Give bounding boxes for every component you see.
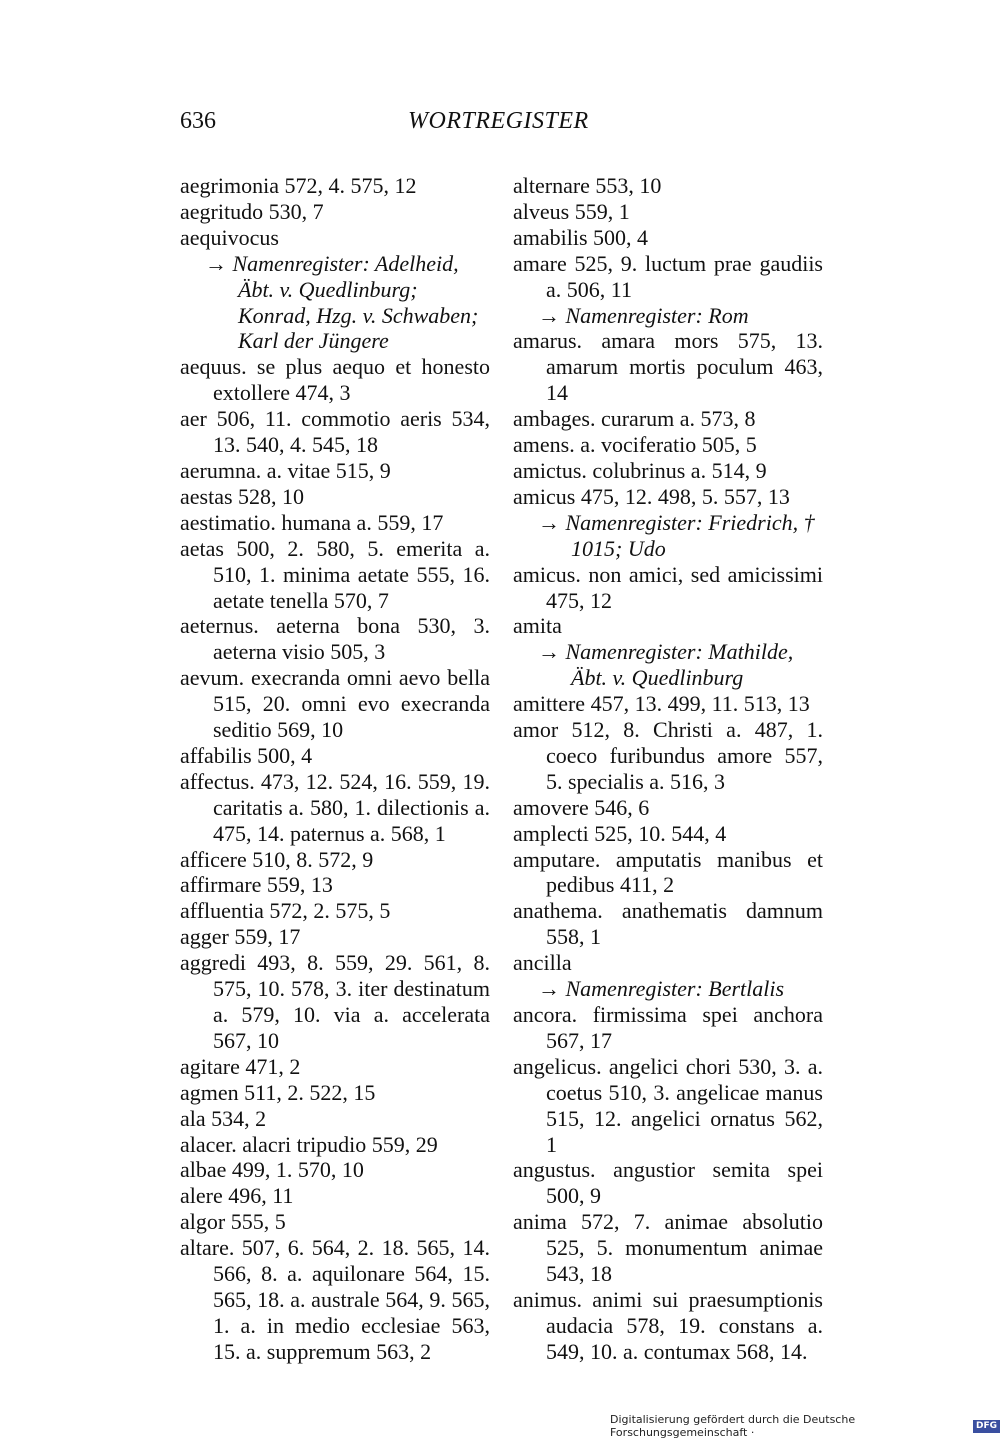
index-entry: amita bbox=[513, 613, 562, 639]
index-entry: amor 512, 8. Christi a. 487, 1. coeco furibundus amore 557, 5. specialis a. 516, 3 bbox=[513, 717, 823, 794]
index-entry: aestimatio. humana a. 559, 17 bbox=[180, 509, 444, 535]
index-entry: amovere 546, 6 bbox=[513, 794, 650, 820]
index-entry: ambages. curarum a. 573, 8 bbox=[513, 406, 756, 432]
index-entry: aer 506, 11. commotio aeris 534, 13. 540, 4. 545, 18 bbox=[180, 406, 490, 458]
index-entry: animus. animi sui praesumptionis audacia 578, 19. constans a. 549, 10. a. contumax 568, 14. bbox=[513, 1286, 823, 1364]
index-entry: aequivocus bbox=[180, 224, 279, 250]
credit-text: Digitalisierung gefördert durch die Deutsche Forschungsgemeinschaft · bbox=[610, 1413, 856, 1439]
index-entry: aegrimonia 572, 4. 575, 12 bbox=[180, 173, 417, 198]
index-entry: alacer. alacri tripudio 559, 29 bbox=[180, 1131, 438, 1157]
index-entry: ala 534, 2 bbox=[180, 1105, 267, 1131]
index-entry: albae 499, 1. 570, 10 bbox=[180, 1157, 364, 1183]
index-entry: alveus 559, 1 bbox=[513, 198, 630, 224]
index-entry: affirmare 559, 13 bbox=[180, 872, 333, 898]
index-entry: amputare. amputatis manibus et pedibus 411, 2 bbox=[513, 846, 823, 898]
index-entry: altare. 507, 6. 564, 2. 18. 565, 14. 566, 8. a. aquilonare 564, 15. 565, 18. a. australe 564, 9. 565, 1. a. in medio ecclesiae 563, 15. a. suppremum 563, 2 bbox=[180, 1235, 490, 1364]
arrow-icon: → bbox=[205, 250, 227, 276]
index-entry: agitare 471, 2 bbox=[180, 1053, 301, 1079]
index-entry: angustus. angustior semita spei 500, 9 bbox=[513, 1157, 823, 1209]
dfg-logo: DFG bbox=[973, 1420, 1000, 1433]
index-entry: amicus. non amici, sed amicissimi 475, 12 bbox=[513, 561, 823, 613]
index-entry: ancilla bbox=[513, 950, 572, 976]
index-entry: agmen 511, 2. 522, 15 bbox=[180, 1079, 376, 1105]
index-entry: amare 525, 9. luctum prae gaudiis a. 506, 11 bbox=[513, 250, 823, 302]
index-entry: anima 572, 7. animae absolutio 525, 5. monumentum animae 543, 18 bbox=[513, 1209, 823, 1287]
index-entry: amarus. amara mors 575, 13. amarum mortis poculum 463, 14 bbox=[513, 328, 823, 406]
index-entry: algor 555, 5 bbox=[180, 1209, 286, 1235]
index-entry: amens. a. vociferatio 505, 5 bbox=[513, 432, 757, 458]
index-entry: aetas 500, 2. 580, 5. emerita a. 510, 1. minima aetate 555, 16. aetate tenella 570, 7 bbox=[180, 535, 490, 613]
index-entry: affluentia 572, 2. 575, 5 bbox=[180, 898, 391, 924]
arrow-icon: → bbox=[538, 639, 560, 665]
index-entry: amittere 457, 13. 499, 11. 513, 13 bbox=[513, 691, 810, 717]
index-column-left bbox=[180, 173, 490, 1365]
cross-reference: → Namenregister: Bertlalis bbox=[538, 976, 785, 1002]
index-entry: aestas 528, 10 bbox=[180, 483, 305, 509]
cross-reference: → Namenregister: Friedrich, † 1015; Udo bbox=[538, 509, 815, 561]
index-entry: anathema. anathematis damnum 558, 1 bbox=[513, 898, 823, 950]
index-entry: alere 496, 11 bbox=[180, 1183, 294, 1209]
index-entry: aevum. execranda omni aevo bella 515, 20. omni evo execranda seditio 569, 10 bbox=[180, 665, 490, 743]
index-entry: afficere 510, 8. 572, 9 bbox=[180, 846, 374, 872]
arrow-icon: → bbox=[538, 509, 560, 535]
index-entry: aerumna. a. vitae 515, 9 bbox=[180, 457, 391, 483]
index-entry: affabilis 500, 4 bbox=[180, 742, 313, 768]
index-entry: aggredi 493, 8. 559, 29. 561, 8. 575, 10. 578, 3. iter destinatum a. 579, 10. via a. accelerata 567, 10 bbox=[180, 950, 490, 1053]
index-entry: amicus 475, 12. 498, 5. 557, 13 bbox=[513, 483, 790, 509]
index-entry: amictus. colubrinus a. 514, 9 bbox=[513, 457, 767, 483]
index-entry: aequus. se plus aequo et honesto extollere 474, 3 bbox=[180, 354, 490, 406]
index-entry: amabilis 500, 4 bbox=[513, 224, 649, 250]
page-number: 636 bbox=[180, 108, 216, 134]
cross-reference: → Namenregister: Rom bbox=[538, 302, 749, 328]
index-entry: angelicus. angelici chori 530, 3. a. coetus 510, 3. angelicae manus 515, 12. angelici ornatus 562, 1 bbox=[513, 1053, 823, 1157]
index-entry: alternare 553, 10 bbox=[513, 173, 662, 198]
arrow-icon: → bbox=[538, 302, 560, 328]
index-entry: aegritudo 530, 7 bbox=[180, 198, 324, 224]
arrow-icon: → bbox=[538, 976, 560, 1002]
index-entry: agger 559, 17 bbox=[180, 924, 301, 950]
index-entry: ancora. firmissima spei anchora 567, 17 bbox=[513, 1002, 823, 1053]
index-entry: aeternus. aeterna bona 530, 3. aeterna visio 505, 3 bbox=[180, 613, 490, 665]
index-column-right bbox=[513, 173, 823, 1365]
cross-reference: → Namenregister: Mathilde, Äbt. v. Quedlinburg bbox=[538, 639, 794, 691]
running-title: WORTREGISTER bbox=[408, 108, 589, 134]
index-entry: affectus. 473, 12. 524, 16. 559, 19. caritatis a. 580, 1. dilectionis a. 475, 14. paternus a. 568, 1 bbox=[180, 768, 490, 846]
index-entry: amplecti 525, 10. 544, 4 bbox=[513, 820, 727, 846]
digitization-credit bbox=[610, 1413, 1000, 1439]
cross-reference: → Namenregister: Adelheid, Äbt. v. Quedlinburg; Konrad, Hzg. v. Schwaben; Karl der Jüngere bbox=[205, 250, 479, 354]
